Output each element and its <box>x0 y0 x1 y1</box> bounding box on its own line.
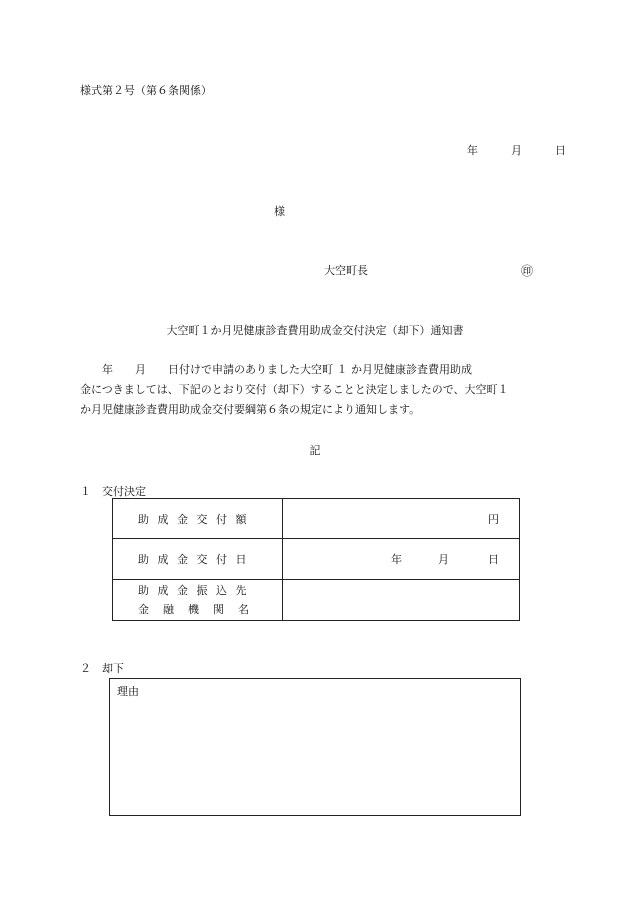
date-day-label: 日 <box>555 144 566 157</box>
grant-decision-table <box>112 498 520 621</box>
grant-date-field[interactable] <box>283 539 520 580</box>
grant-date-year: 年 <box>391 553 402 566</box>
body-paragraph <box>80 360 552 420</box>
grant-date-month: 月 <box>438 553 449 566</box>
date-line <box>467 142 566 158</box>
document-title: 大空町１か月児健康診査費用助成金交付決定（却下）通知書 <box>166 324 464 337</box>
seal-mark: ㊞ <box>521 264 534 278</box>
table-label-cell <box>113 539 283 580</box>
body-line: か月児健康診査費用助成金交付要綱第６条の規定により通知します。 <box>80 403 421 416</box>
bank-field[interactable] <box>283 580 520 621</box>
section-1-heading <box>80 483 146 499</box>
section-number: ２ <box>80 662 91 675</box>
grant-date-day: 日 <box>488 553 499 566</box>
section-2-heading <box>80 660 124 676</box>
bank-transfer-label: 助成金振込先 <box>138 584 255 597</box>
yen-unit: 円 <box>488 513 499 526</box>
bank-name-label: 金融機関名 <box>138 603 263 616</box>
form-number: 様式第２号（第６条関係） <box>80 84 212 97</box>
grant-amount-label: 助成金交付額 <box>138 512 255 526</box>
body-line: 年 月 日付けで申請のありました大空町 １ か月児健康診査費用助成 <box>80 363 472 376</box>
grant-date-label: 助成金交付日 <box>138 553 255 566</box>
issuer-name: 大空町長 <box>324 264 368 277</box>
table-row <box>113 539 520 580</box>
ki-heading: 記 <box>309 444 321 457</box>
addressee-suffix: 様 <box>274 205 285 218</box>
date-year-label: 年 <box>467 144 478 157</box>
section-title: 却下 <box>102 662 124 675</box>
reason-box[interactable] <box>109 678 521 816</box>
body-line: 金につきましては、下記のとおり交付（却下）することと決定しましたので、大空町１ <box>80 383 509 396</box>
grant-amount-field[interactable] <box>283 499 520 539</box>
table-label-cell <box>113 580 283 621</box>
table-row <box>113 580 520 621</box>
table-row <box>113 499 520 539</box>
section-title: 交付決定 <box>102 485 146 498</box>
section-number: １ <box>80 485 91 498</box>
date-month-label: 月 <box>511 144 522 157</box>
table-label-cell <box>113 499 283 539</box>
reason-label: 理由 <box>117 685 139 698</box>
